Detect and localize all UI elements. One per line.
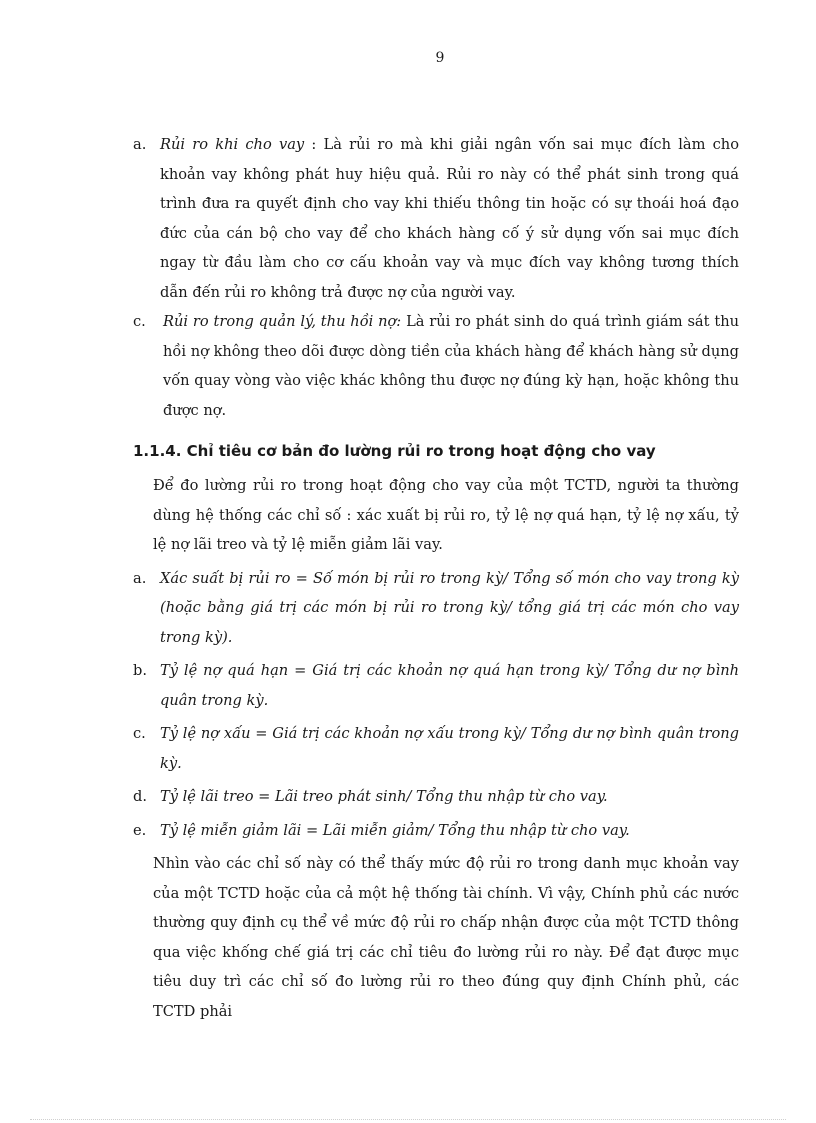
risk-item-lending	[133, 130, 739, 307]
risk-item-debt-collection	[133, 307, 739, 425]
risk-item-title: Rủi ro trong quản lý, thu hồi nợ:	[163, 313, 402, 330]
formula-item	[133, 719, 739, 778]
list-marker: a.	[133, 569, 147, 587]
list-marker: c.	[133, 725, 146, 742]
list-marker: c.	[133, 313, 146, 330]
list-item-body	[133, 130, 739, 307]
section-title: Chỉ tiêu cơ bản đo lường rủi ro trong hoạt động cho vay	[186, 442, 656, 460]
document-body	[133, 130, 739, 1026]
risk-item-title: Rủi ro khi cho vay	[160, 136, 305, 153]
formula-text: Tỷ lệ miễn giảm lãi = Lãi miễn giảm/ Tổng thu nhập từ cho vay.	[160, 821, 630, 839]
formula-item	[133, 564, 739, 653]
risk-item-text: : Là rủi ro mà khi giải ngân vốn sai mục đích làm cho khoản vay không phát huy hiệu quả. Rủi ro này có thể phát sinh trong quá trình đưa ra quyết định cho vay khi thiếu thông tin hoặc có sự thoái hoá đạo đức của cán bộ cho vay để cho khách hàng cố ý sử dụng vốn sai mục đích ngay từ đầu làm cho cơ cấu khoản vay và mục đích vay không tương thích dẫn đến rủi ro không trả được nợ của người vay.	[160, 136, 739, 301]
formula-text: Xác suất bị rủi ro = Số món bị rủi ro trong kỳ/ Tổng số món cho vay trong kỳ (hoặc bằng giá trị các món bị rủi ro trong kỳ/ tổng giá trị các món cho vay trong kỳ).	[160, 569, 739, 646]
list-marker: b.	[133, 662, 147, 679]
section-heading	[133, 437, 739, 465]
section-number: 1.1.4.	[133, 442, 182, 460]
risk-item-text: Là rủi ro phát sinh do quá trình giám sát thu hồi nợ không theo dõi được dòng tiền của khách hàng để khách hàng sử dụng vốn quay vòng vào việc khác không thu được nợ đúng kỳ hạn, hoặc không thu được nợ.	[163, 313, 739, 419]
formula-item	[133, 782, 739, 812]
list-marker: e.	[133, 821, 147, 839]
formula-text: Tỷ lệ nợ xấu = Giá trị các khoản nợ xấu trong kỳ/ Tổng dư nợ bình quân trong kỳ.	[160, 725, 739, 772]
closing-paragraph: Nhìn vào các chỉ số này có thể thấy mức độ rủi ro trong danh mục khoản vay của một TCTD hoặc của cả một hệ thống tài chính. Vì vậy, Chính phủ các nước thường quy định cụ thể về mức độ rủi ro chấp nhận được của một TCTD thông qua việc khống chế giá trị các chỉ tiêu đo lường rủi ro này. Để đạt được mục tiêu duy trì các chỉ số đo lường rủi ro theo đúng quy định Chính phủ, các TCTD phải	[153, 855, 739, 1020]
formula-text: Tỷ lệ nợ quá hạn = Giá trị các khoản nợ quá hạn trong kỳ/ Tổng dư nợ bình quân trong kỳ.	[160, 662, 739, 709]
page-number: 9	[435, 50, 445, 66]
list-marker: a.	[133, 136, 147, 153]
footer-divider	[30, 1119, 786, 1120]
intro-paragraph: Để đo lường rủi ro trong hoạt động cho vay của một TCTD, người ta thường dùng hệ thống các chỉ số : xác xuất bị rủi ro, tỷ lệ nợ quá hạn, tỷ lệ nợ xấu, tỷ lệ nợ lãi treo và tỷ lệ miễn giảm lãi vay.	[153, 477, 739, 553]
formula-item	[133, 656, 739, 715]
formula-item	[133, 816, 739, 846]
formula-text: Tỷ lệ lãi treo = Lãi treo phát sinh/ Tổng thu nhập từ cho vay.	[160, 788, 608, 805]
list-marker: d.	[133, 788, 147, 805]
list-item-body	[133, 307, 739, 425]
